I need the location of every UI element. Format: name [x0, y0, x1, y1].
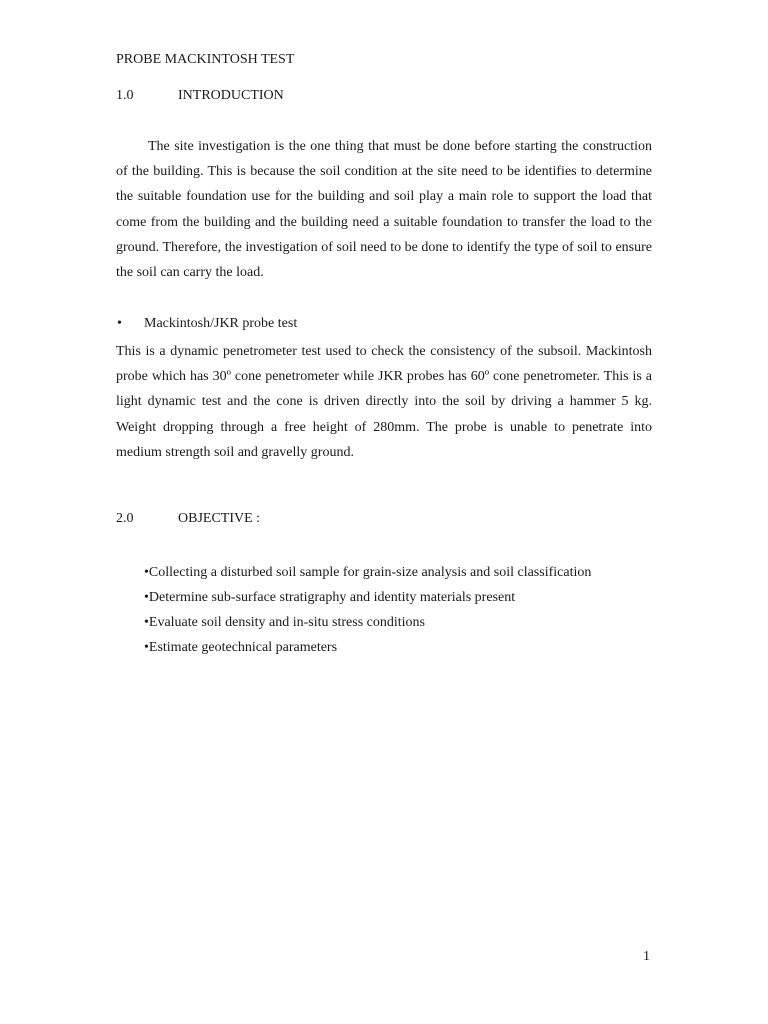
bullet-label: Mackintosh/JKR probe test	[144, 316, 298, 331]
objective-list	[144, 560, 591, 660]
document-title: PROBE MACKINTOSH TEST	[116, 52, 295, 67]
bullet-icon: •	[117, 316, 122, 331]
objective-item: •Determine sub-surface stratigraphy and identity materials present	[144, 590, 516, 605]
section-number-intro: 1.0	[116, 88, 134, 103]
section-heading-objective: OBJECTIVE :	[178, 511, 261, 526]
intro-paragraph: The site investigation is the one thing that must be done before starting the construction of the building. This is because the soil condition at the site need to be identifies to determine the suitable foundation use for the building and soil play a main role to support the load that come from the building and the building need a suitable foundation to transfer the load to the ground. Therefore, the investigation of soil need to be done to identify the type of soil to ensure the soil can carry the load.	[116, 139, 652, 281]
objective-item: •Estimate geotechnical parameters	[144, 640, 338, 655]
objective-item: •Collecting a disturbed soil sample for grain-size analysis and soil classification	[144, 565, 592, 580]
objective-item: •Evaluate soil density and in-situ stress conditions	[144, 615, 425, 630]
section-heading-intro: INTRODUCTION	[178, 88, 284, 103]
section-number-objective: 2.0	[116, 511, 134, 526]
page-number: 1	[643, 949, 650, 964]
probe-description-paragraph: This is a dynamic penetrometer test used to check the consistency of the subsoil. Mackintosh probe which has 30º cone penetrometer while JKR probes has 60º cone penetrometer. This is a light dynamic test and the cone is driven directly into the soil by driving a hammer 5 kg. Weight dropping through a free height of 280mm. The probe is unable to penetrate into medium strength soil and gravelly ground.	[116, 344, 652, 460]
